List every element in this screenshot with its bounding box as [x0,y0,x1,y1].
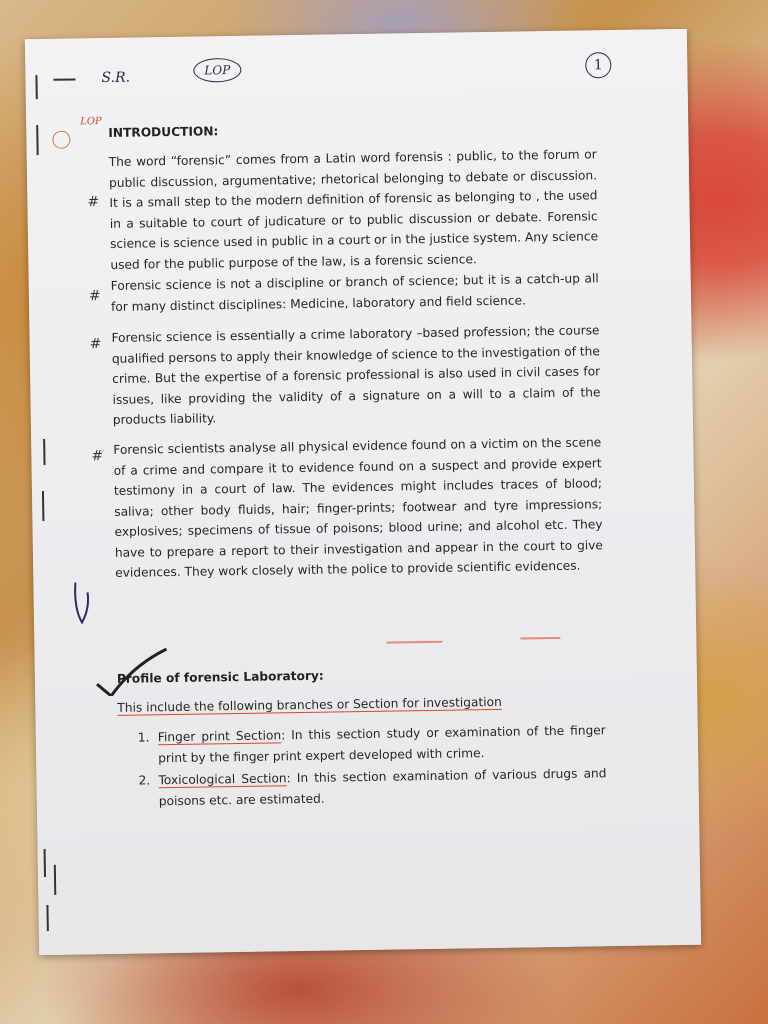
intro-paragraph-1 [109,144,599,275]
red-pen-dash [520,637,560,640]
handwritten-squiggle-icon [69,578,100,628]
list-number: 2. [138,773,151,788]
margin-bracket [54,865,56,895]
intro-paragraph-4 [113,432,603,583]
hash-mark-icon: # [89,336,102,353]
margin-tick [35,75,37,99]
handwritten-initials: S.R. [101,69,131,87]
hash-mark-icon: # [87,194,100,211]
section-name: Toxicological Section [158,771,287,788]
section-heading-profile: Profile of forensic Laboratory: [116,668,324,686]
hash-mark-icon: # [91,448,104,465]
list-item [118,720,607,769]
margin-bracket [46,905,48,931]
pen-dash [53,78,75,80]
margin-bracket [42,491,44,521]
list-number: 1. [137,730,150,745]
profile-intro [117,690,605,718]
section-desc: : In this section study or examination of the finger print by the finger print expert developed with crime. [158,723,606,765]
section-list [118,720,607,814]
section-desc: : In this section examination of various drugs and poisons etc. are estimated. [158,766,607,808]
margin-bracket [36,125,38,155]
red-pen-dash [386,641,442,644]
intro-paragraph-2-text: Forensic science is not a discipline or branch of science; but it is a catch-up all for many distinct disciplines: Medicine, laboratory and field science. [110,271,599,314]
margin-bracket [44,849,46,877]
document-page [25,29,701,955]
circle-mark-icon [52,131,70,149]
circled-note: LOP [193,58,241,83]
intro-paragraph-4-text: Forensic scientists analyse all physical evidence found on a victim on the scene of a crime and compare it to evidence found on a suspect and provide expert testimony in a court of law. The evidences might includes traces of blood; saliva; other body fluids, hair; finger-prints; footwear and tyre impressions; explosives; specimens of tissue of poisons; blood urine; and alcohol etc. They have to prepare a report to their investigation and appear in the court to give evidences. They work closely with the police to provide scientific evidences. [113,435,603,580]
intro-paragraph-2 [111,268,600,317]
list-item [118,763,607,812]
margin-note: LOP [80,116,102,128]
intro-paragraph-3 [111,320,601,430]
hash-mark-icon: # [88,288,101,305]
profile-intro-text: This include the following branches or Section for investigation [117,694,502,715]
intro-paragraph-3-text: Forensic science is essentially a crime laboratory –based profession; the course qualified persons to apply their knowledge of science to the investigation of the crime. But the expertise of a forensic professional is also used in civil cases for issues, like providing the validity of a signature on a will to a claim of the products liability. [111,323,601,427]
section-heading-introduction: INTRODUCTION: [108,124,219,140]
margin-bracket [43,439,45,465]
section-name: Finger print Section [157,728,282,745]
intro-paragraph-1-text: The word “forensic” comes from a Latin word forensis : public, to the forum or public discussion, argumentative; rhetorical belonging to debate or discussion. It is a small step to the modern definition of forensic as belonging to , the used in a suitable to court of judicature or to public discussion or debate. Forensic science is science used in public in a court or in the justice system. Any science used for the public purpose of the law, is a forensic science. [108,147,599,272]
page-number: 1 [585,52,611,78]
